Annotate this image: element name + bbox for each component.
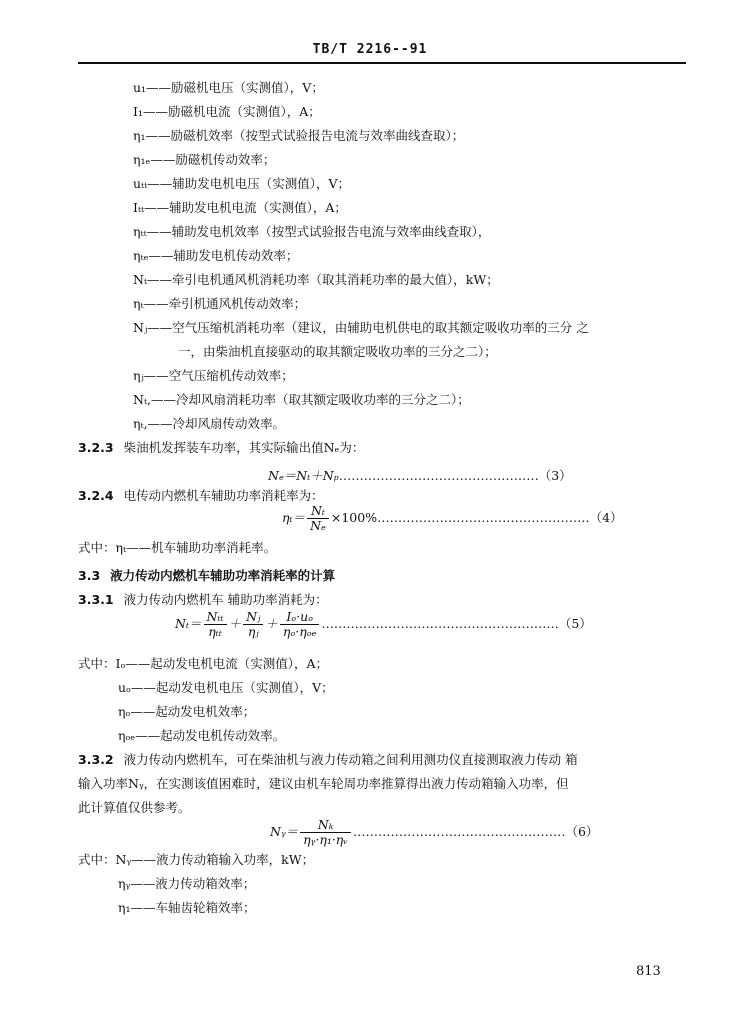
- section-3-3: [78, 568, 335, 584]
- standard-code-header: TB/T 2216--91: [312, 42, 428, 57]
- paragraph-line: 液力传动内燃机车，可在柴油机与液力传动箱之间利用测功仪直接测取液力传动 箱: [123, 752, 578, 767]
- denominator: ηⱼ: [247, 624, 259, 639]
- equation-6: [270, 818, 598, 847]
- denominator: Nₑ: [310, 518, 326, 533]
- paragraph-line: 输入功率Nᵧ，在实测该值困难时，建议由机车轮周功率推算得出液力传动箱输入功率，但: [78, 776, 569, 791]
- definition-line: Iₜₜ——辅助发电机电流（实测值），A；: [133, 200, 347, 215]
- definition-line: ηₜₜ——辅助发电机效率（按型式试验报告电流与效率曲线查取），: [133, 224, 491, 239]
- definition-line: η₁——励磁机效率（按型式试验报告电流与效率曲线查取）；: [133, 128, 465, 143]
- section-3-3-1: [78, 592, 328, 608]
- definition-line: 式中：Nᵧ——液力传动箱输入功率，kW；: [78, 852, 315, 867]
- leader-dots: …………………………………………………: [321, 616, 559, 631]
- definition-line: ηₒₑ——起动发电机传动效率。: [118, 728, 286, 743]
- denominator: ηₒ·ηₒₑ: [282, 624, 317, 639]
- section-number: 3.3.1: [78, 592, 114, 607]
- definition-line: u₁——励磁机电压（实测值），V；: [133, 80, 324, 95]
- equation-number: （3）: [538, 468, 572, 483]
- definition-line: 一，由柴油机直接驱动的取其额定吸收功率的三分之二）；: [178, 344, 497, 359]
- definition-line: ηⱼ——空气压缩机传动效率；: [133, 368, 294, 383]
- definition-line: ηₜₑ——辅助发电机传动效率；: [133, 248, 299, 263]
- equation-number: （4）: [589, 510, 623, 525]
- numerator: Nₜₜ: [204, 610, 227, 625]
- denominator: ηₜₜ: [208, 624, 222, 639]
- numerator: Iₒ·uₒ: [280, 610, 319, 625]
- equation-5: Nₜ＝ $\frac{\text{Nₜₜ}}{\text{ηₜₜ}}$ ＋ $\frac{\text{Nⱼ}}{\text{ηⱼ}}$ ＋ $\frac{\text{Iₒ·uₒ}}{\text{ηₒ·ηₒₑ}}$ …………………………………………………（5）: [175, 609, 592, 639]
- numerator: Nⱼ: [243, 610, 263, 625]
- section-text: 柴油机发挥装车功率，其实际输出值Nₑ为：: [123, 440, 365, 455]
- section-text: 液力传动内燃机车 辅助功率消耗为：: [123, 592, 328, 607]
- definition-line: uₜₜ——辅助发电机电压（实测值），V；: [133, 176, 350, 191]
- section-number: 3.3: [78, 568, 101, 583]
- page-number: 813: [636, 964, 661, 979]
- definition-line: ηₜ——牵引机通风机传动效率；: [133, 296, 307, 311]
- leader-dots: …………………………………………: [338, 468, 539, 483]
- section-text: 电传动内燃机车辅助功率消耗率为：: [123, 488, 324, 503]
- equation-lhs: Nₜ＝: [175, 616, 202, 631]
- equation-4: [282, 504, 623, 533]
- leader-dots: ……………………………………………: [352, 824, 566, 839]
- definition-line: ηₜ,——冷却风扇传动效率。: [133, 416, 286, 431]
- definition-line: 式中：Iₒ——起动发电机电流（实测值），A；: [78, 656, 329, 671]
- definition-line: ηᵧ——液力传动箱效率；: [118, 876, 256, 891]
- definition-line: η₁ₑ——励磁机传动效率；: [133, 152, 276, 167]
- section-3-2-3: [78, 440, 364, 456]
- equation-body: Nₑ＝Nₜ＋Nₚ: [268, 468, 339, 483]
- section-number: 3.2.3: [78, 440, 114, 455]
- paragraph-line: 此计算值仅供参考。: [78, 800, 191, 815]
- where-clause: 式中：ηₜ——机车辅助功率消耗率。: [78, 540, 277, 555]
- section-3-2-4: [78, 488, 324, 504]
- fraction: [307, 504, 329, 533]
- definition-line: Nⱼ——空气压缩机消耗功率（建议，由辅助电机供电的取其额定吸收功率的三分 之: [133, 320, 589, 335]
- definition-line: uₒ——起动发电机电压（实测值），V；: [118, 680, 334, 695]
- equation-rest: ×100%: [330, 510, 378, 525]
- definition-line: Nₜ,——冷却风扇消耗功率（取其额定吸收功率的三分之二）；: [133, 392, 470, 407]
- fraction: [300, 818, 351, 847]
- definition-line: Nₜ——牵引电机通风机消耗功率（取其消耗功率的最大值），kW；: [133, 272, 499, 287]
- definition-line: I₁——励磁机电流（实测值），A；: [133, 104, 321, 119]
- equation-lhs: Nᵧ＝: [270, 824, 299, 839]
- definition-line: ηₒ——起动发电机效率；: [118, 704, 256, 719]
- definition-line: η₁——车轴齿轮箱效率；: [118, 900, 256, 915]
- equation-3: [268, 466, 572, 484]
- equation-number: （6）: [565, 824, 599, 839]
- fraction: [280, 610, 319, 639]
- fraction: [204, 610, 227, 639]
- header-rule: [78, 62, 686, 64]
- section-number: 3.3.2: [78, 752, 114, 767]
- equation-number: （5）: [558, 616, 592, 631]
- numerator: Nₖ: [300, 818, 351, 833]
- leader-dots: ……………………………………………: [377, 510, 590, 525]
- equation-lhs: ηₜ＝: [282, 510, 306, 525]
- section-title: 液力传动内燃机车辅助功率消耗率的计算: [110, 568, 336, 583]
- numerator: Nₜ: [307, 504, 329, 519]
- fraction: [243, 610, 263, 639]
- section-number: 3.2.4: [78, 488, 114, 503]
- denominator: ηᵧ·η₁·ηᵥ: [303, 832, 348, 847]
- section-3-3-2: [78, 752, 578, 768]
